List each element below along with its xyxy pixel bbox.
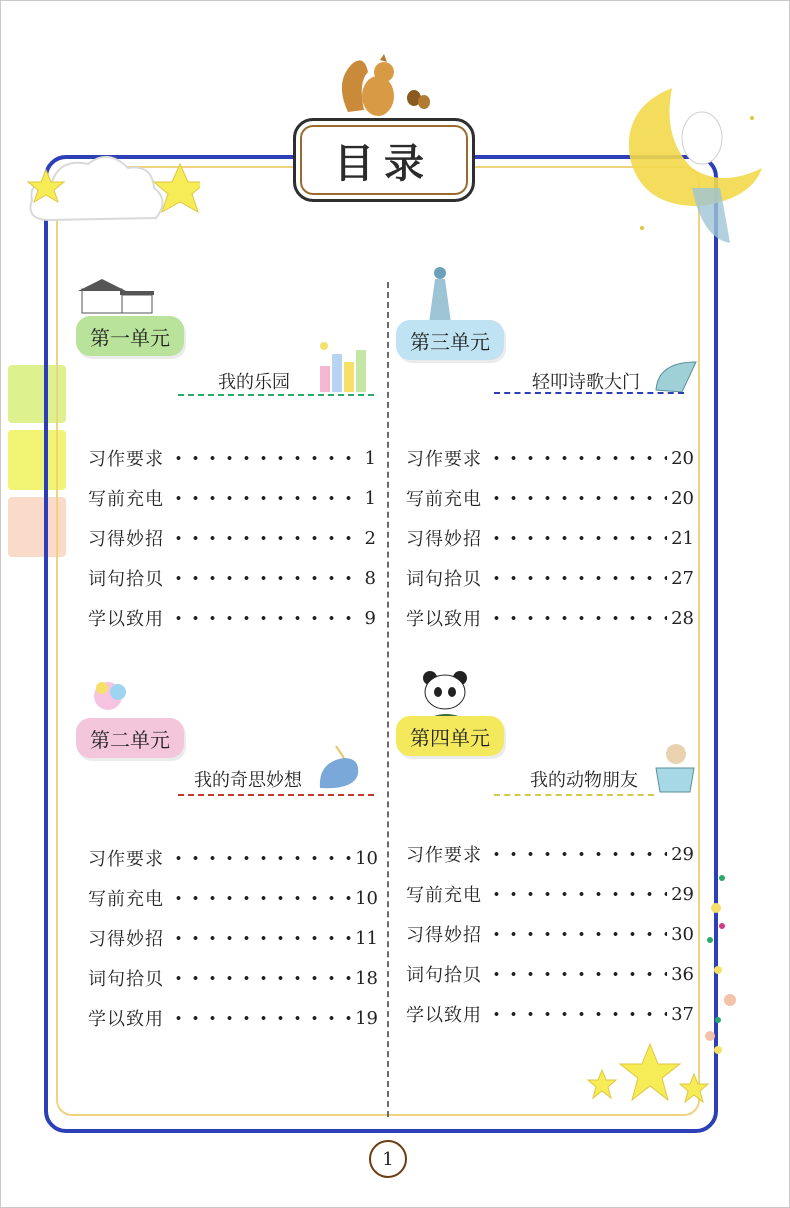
toc-page-number: 37 [671,1003,694,1025]
toc-item-name: 写前充电 [88,489,164,510]
leader-dots [170,856,351,860]
toc-row[interactable] [88,558,376,598]
toc-page-number: 20 [671,487,694,509]
house-illustration [78,275,158,317]
toc-page-number: 36 [671,963,694,985]
toc-item-name: 学以致用 [406,609,482,630]
toc-row[interactable] [88,478,376,518]
toc-item-name: 词句拾贝 [88,969,164,990]
unit-4-toc [406,834,694,1034]
toc-item-name: 习得妙招 [88,529,164,550]
leader-dots [488,1012,667,1016]
unit-1-label: 第一单元 [90,325,170,350]
beads-decoration [700,870,744,1060]
leader-dots [170,616,361,620]
fan-illustration [652,356,702,396]
toc-page-number: 30 [671,923,694,945]
toc-page-number: 18 [355,967,378,989]
leader-dots [170,456,361,460]
toc-page-number: 10 [355,847,378,869]
toc-page-number: 27 [671,567,694,589]
toc-item-name: 学以致用 [88,1009,164,1030]
toc-page-number: 1 [364,487,376,509]
toc-item-name: 写前充电 [406,489,482,510]
city-illustration [314,336,374,396]
unicorn-illustration [88,676,138,718]
toc-page-number: 11 [355,927,378,949]
title-box [293,118,475,202]
unit-2-label-box [76,718,184,758]
leader-dots [170,536,361,540]
toc-page-number: 19 [355,1007,378,1029]
moon-rabbit-illustration [612,78,772,248]
leader-dots [488,456,667,460]
leader-dots [170,496,361,500]
leader-dots [170,976,351,980]
toc-row[interactable] [88,838,378,878]
column-divider [387,282,389,1117]
toc-row[interactable] [406,834,694,874]
leader-dots [488,892,667,896]
toc-row[interactable] [406,954,694,994]
toc-page-number: 9 [364,607,376,629]
unit-1-toc [88,438,376,638]
unit-3-toc [406,438,694,638]
toc-row[interactable] [88,598,376,638]
leader-dots [488,972,667,976]
toc-row[interactable] [406,558,694,598]
unit-4-label-box [396,716,504,756]
page-title: 目录 [334,140,434,187]
toc-item-name: 习作要求 [406,845,482,866]
unit-4-subtitle-line [494,794,654,796]
leader-dots [170,576,361,580]
leader-dots [488,536,667,540]
toc-row[interactable] [88,998,378,1038]
leader-dots [488,496,667,500]
toc-item-name: 习作要求 [88,849,164,870]
toc-row[interactable] [406,874,694,914]
toc-item-name: 习得妙招 [406,529,482,550]
poet-figure-illustration [425,265,455,325]
narwhal-illustration [314,744,366,794]
toc-row[interactable] [406,518,694,558]
page-number: 1 [369,1140,407,1178]
toc-item-name: 写前充电 [406,885,482,906]
unit-2-subtitle-line [178,794,374,796]
toc-row[interactable] [88,438,376,478]
leader-dots [170,1016,351,1020]
toc-item-name: 词句拾贝 [406,965,482,986]
unit-1-label-box [76,316,184,356]
leader-dots [488,852,667,856]
toc-item-name: 习作要求 [406,449,482,470]
toc-row[interactable] [88,918,378,958]
unit-3-subtitle: 轻叩诗歌大门 [532,372,640,393]
toc-item-name: 习作要求 [88,449,164,470]
toc-page-number: 8 [364,567,376,589]
toc-item-name: 词句拾贝 [88,569,164,590]
unit-4-label: 第四单元 [410,725,490,750]
toc-page-number: 28 [671,607,694,629]
toc-item-name: 写前充电 [88,889,164,910]
leader-dots [488,616,667,620]
toc-row[interactable] [406,438,694,478]
unit-2-toc [88,838,378,1038]
toc-item-name: 学以致用 [406,1005,482,1026]
toc-item-name: 习得妙招 [88,929,164,950]
unit-1-subtitle-line [178,394,374,396]
toc-row[interactable] [88,518,376,558]
toc-item-name: 习得妙招 [406,925,482,946]
leader-dots [170,896,351,900]
toc-row[interactable] [406,598,694,638]
unit-4-subtitle: 我的动物朋友 [530,770,638,791]
unit-3-label-box [396,320,504,360]
unit-2-subtitle: 我的奇思妙想 [194,770,302,791]
leader-dots [488,932,667,936]
cloud-stars-illustration [20,140,200,235]
bottom-stars-illustration [584,1040,714,1112]
toc-row[interactable] [406,994,694,1034]
leader-dots [170,936,351,940]
teacup-animal-illustration [652,740,702,796]
unit-1-subtitle: 我的乐园 [218,372,290,393]
toc-row[interactable] [406,914,694,954]
toc-row[interactable] [406,478,694,518]
toc-item-name: 学以致用 [88,609,164,630]
toc-page-number: 2 [364,527,376,549]
leader-dots [488,576,667,580]
toc-row[interactable] [88,878,378,918]
unit-3-subtitle-line [494,392,684,394]
toc-item-name: 词句拾贝 [406,569,482,590]
toc-page-number: 20 [671,447,694,469]
unit-3-label: 第三单元 [410,329,490,354]
toc-page-number: 29 [671,883,694,905]
toc-page-number: 1 [364,447,376,469]
toc-page-number: 10 [355,887,378,909]
toc-page-number: 21 [671,527,694,549]
toc-row[interactable] [88,958,378,998]
toc-page-number: 29 [671,843,694,865]
squirrel-illustration [334,52,434,122]
unit-2-label: 第二单元 [90,727,170,752]
